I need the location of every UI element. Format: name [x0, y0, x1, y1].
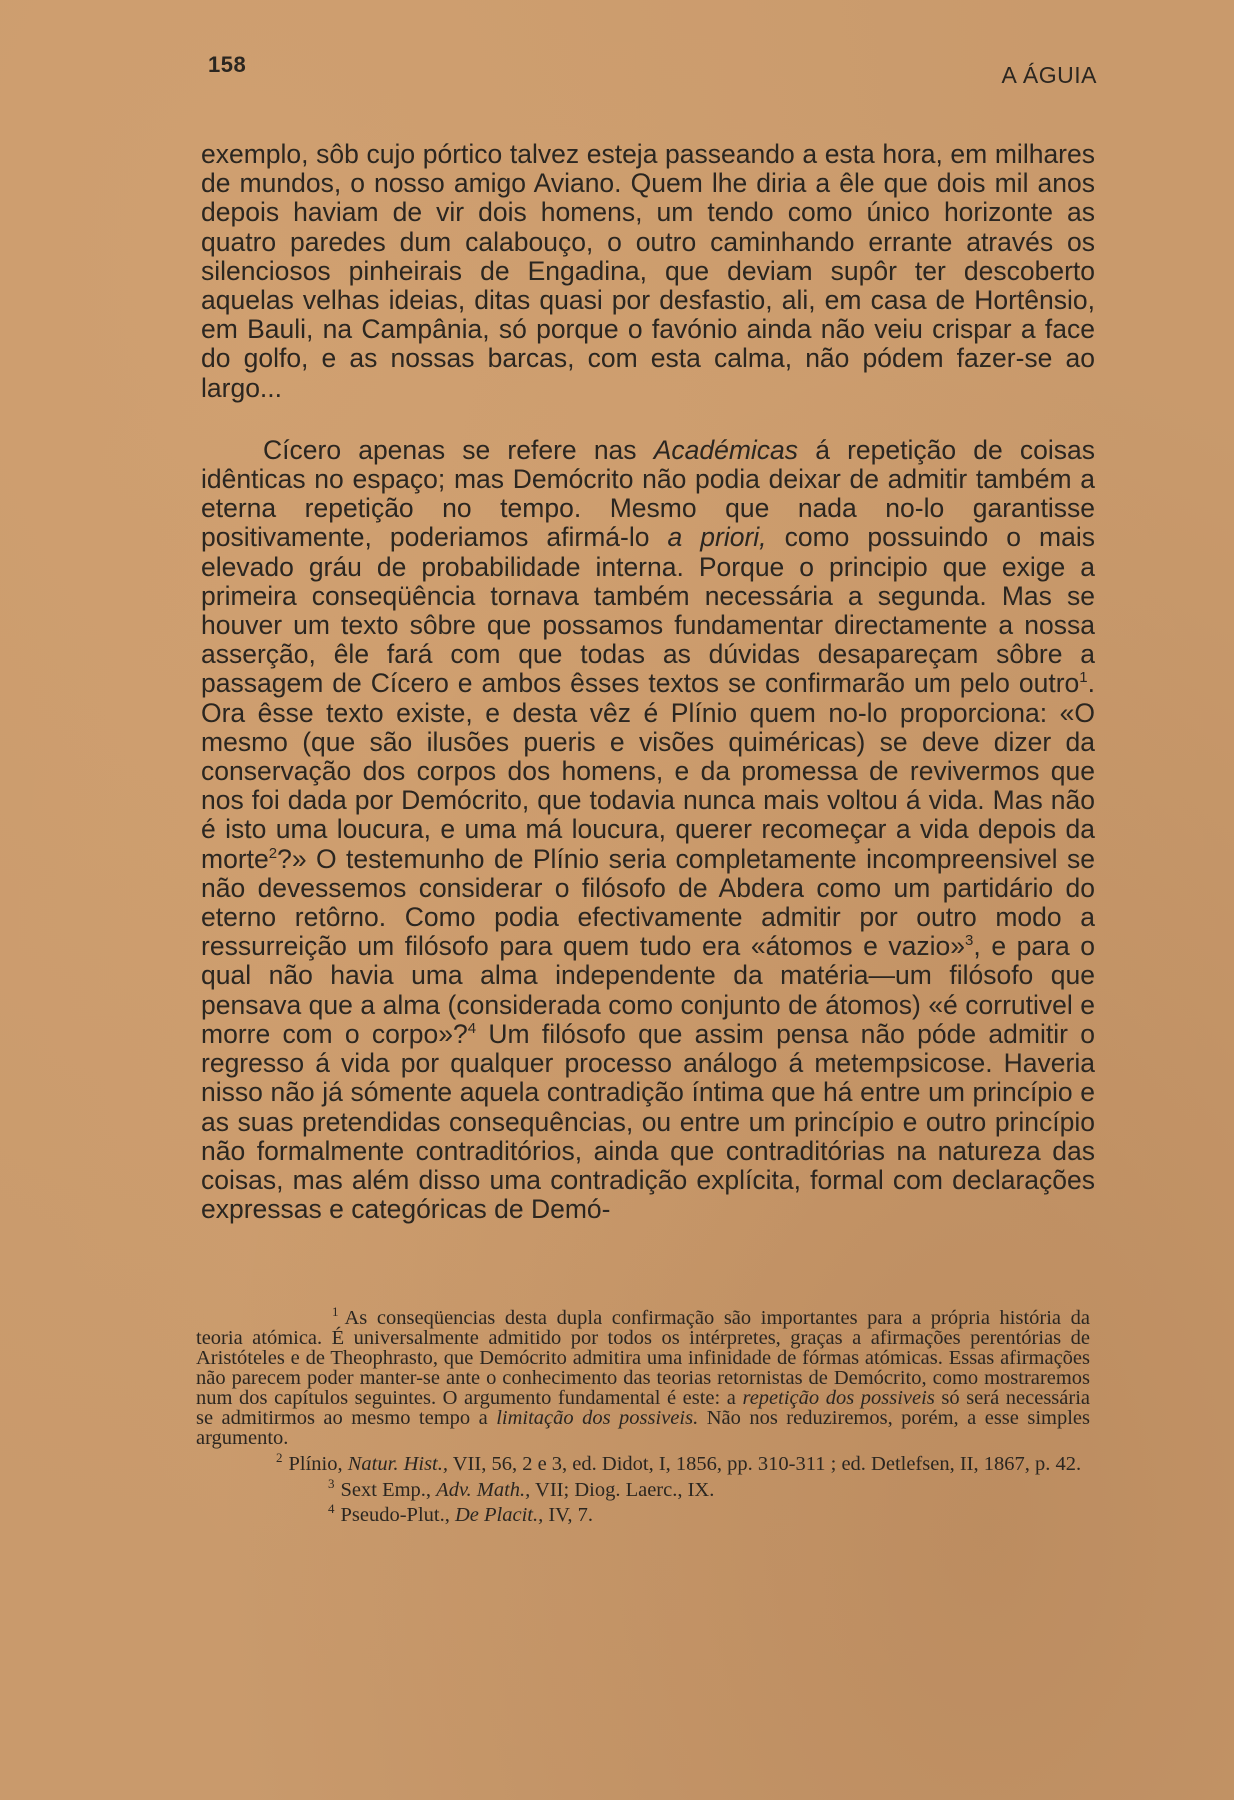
footnote-2 — [196, 1448, 1090, 1474]
text-run: á repetição de coisas idênticas no espaço; mas Demócrito não podia deixar de admitir também a eterna repetição no tempo. Mesmo que nada no-lo garantisse positivamente, poderiamos afirmá-lo — [201, 434, 1095, 553]
text-run: . Ora êsse texto existe, e desta vêz é Plínio quem no-lo proporciona: «O mesmo (que são ilusões pueris e visões quiméricas) se deve dizer da conservação dos corpos dos homens, e da promessa de revivermos que nos foi dada por Demócrito, que todavia nunca mais voltou á vida. Mas não é isto uma loucura, e uma má loucura, querer recomeçar a vida depois da morte — [201, 668, 1095, 874]
footnote-number: 4 — [328, 1501, 335, 1517]
text-run: VII; Diog. Laerc., IX. — [530, 1478, 715, 1501]
page-number: 158 — [208, 52, 247, 77]
text-run: Cícero apenas se refere nas — [263, 434, 654, 465]
footnote-4 — [196, 1499, 1090, 1525]
text-run: Não nos reduziremos, porém, a esse simples argumento. — [196, 1406, 1090, 1449]
footnote-number: 3 — [328, 1475, 335, 1491]
text-run: Pseudo-Plut., — [340, 1504, 455, 1527]
italic-text: limitação dos possiveis. — [496, 1406, 699, 1429]
text-run: Sext Emp., — [340, 1478, 437, 1501]
body-text — [201, 140, 1095, 1224]
text-run: , e para o qual não havia uma alma independente da matéria—um filósofo que pensava que a alma (considerada como conjunto de átomos) «é corrutivel e morre com o corpo»? — [201, 931, 1096, 1049]
text-run: Plínio, — [288, 1452, 348, 1475]
italic-text: De Placit., — [454, 1504, 544, 1527]
text-run: IV, 7. — [543, 1504, 593, 1527]
paragraph-1: exemplo, sôb cujo pórtico talvez esteja passeando a esta hora, em milhares de mundos, o nosso amigo Aviano. Quem lhe diria a êle que dois mil anos depois haviam de vir dois homens, um tendo como único horizonte as quatro paredes dum calabouço, o outro caminhando errante através os silenciosos pinheirais de Engadina, que deviam supôr ter descoberto aquelas velhas ideias, ditas quasi por desfastio, ali, em casa de Hortênsio, em Bauli, na Campânia, só porque o favónio ainda não veiu crispar a face do golfo, e as nossas barcas, com esta calma, não pódem fazer-se ao largo... — [201, 139, 1095, 403]
italic-text: repetição dos possiveis — [742, 1386, 935, 1409]
text-run: As conseqüencias desta dupla confirmação são importantes para a própria história da teoria atómica. É universalmente admitido por todos os intérpretes, graças a afirmações perentórias de Aristóteles e de Theophrasto, que Demócrito admitira uma infinidade de fórmas atómicas. Essas afirmações não parecem poder manter-se ante o conhecimento das teorias retornistas de Demócrito, como mostraremos num dos capítulos seguintes. O argumento fundamental é este: a — [196, 1306, 1090, 1409]
running-head: A ÁGUIA — [1001, 62, 1097, 88]
footnote-ref-4[interactable]: 4 — [467, 1020, 477, 1038]
paragraph-2 — [201, 436, 1095, 1224]
text-run: ?» O testemunho de Plínio seria completamente incompreensivel se não devessemos considerar o filósofo de Abdera como um partidário do eterno retôrno. Como podia efectivamente admitir por outro modo a ressurreição um filósofo para quem tudo era «átomos e vazio» — [201, 843, 1095, 962]
footnote-number: 2 — [276, 1449, 283, 1465]
footnotes — [196, 1302, 1090, 1525]
footnote-number: 1 — [332, 1304, 339, 1319]
text-run: só será necessária se admitirmos ao mesmo tempo a — [196, 1386, 1091, 1429]
italic-text: Académicas — [653, 434, 799, 465]
footnote-3 — [196, 1474, 1090, 1500]
italic-text: a priori, — [667, 522, 767, 553]
footnote-1 — [196, 1302, 1090, 1448]
italic-text: Adv. Math., — [436, 1478, 531, 1501]
text-run: como possuindo o mais elevado gráu de probabilidade interna. Porque o principio que exige a primeira conseqüência tornava também necessária a segunda. Mas se houver um texto sôbre que possamos fundamentar directamente a nossa asserção, êle fará com que todas as dúvidas desapareçam sôbre a passagem de Cícero e ambos êsses textos se confirmarão um pelo outro — [201, 522, 1095, 699]
footnote-ref-1[interactable]: 1 — [1079, 669, 1088, 687]
italic-text: Natur. Hist., — [347, 1452, 448, 1475]
footnote-ref-3[interactable]: 3 — [965, 932, 974, 950]
footnote-ref-2[interactable]: 2 — [268, 844, 278, 862]
text-run: VII, 56, 2 e 3, ed. Didot, I, 1856, pp. 310-311 ; ed. Detlefsen, II, 1867, p. 42. — [448, 1452, 1082, 1475]
text-run: Um filósofo que assim pensa não póde admitir o regresso á vida por qualquer processo análogo á metempsicose. Haveria nisso não já sómente aquela contradição íntima que há entre um princípio e as suas pretendidas consequências, ou entre um princípio e outro princípio não formalmente contraditórios, ainda que contraditórias na natureza das coisas, mas além disso uma contradição explícita, formal com declarações expressas e categóricas de Demó- — [201, 1018, 1095, 1225]
